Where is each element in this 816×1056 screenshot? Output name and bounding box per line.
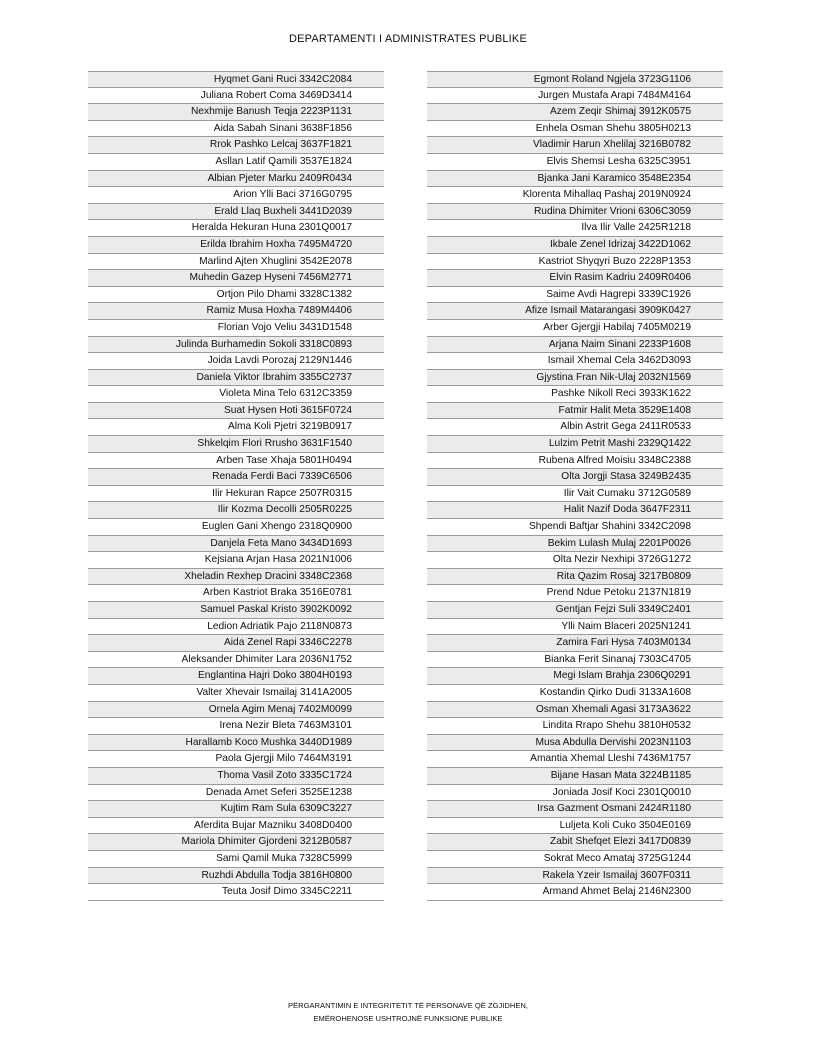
list-item: Ortjon Pilo Dhami 3328C1382: [88, 287, 384, 304]
list-item: Erilda Ibrahim Hoxha 7495M4720: [88, 237, 384, 254]
footer-line-2: EMËROHENOSE USHTROJNË FUNKSIONE PUBLIKE: [313, 1014, 503, 1023]
list-item: Florian Vojo Veliu 3431D1548: [88, 320, 384, 337]
list-item: Egmont Roland Ngjela 3723G1106: [427, 71, 723, 88]
list-item: Ruzhdi Abdulla Todja 3816H0800: [88, 868, 384, 885]
list-item: Luljeta Koli Cuko 3504E0169: [427, 818, 723, 835]
left-name-list: [88, 71, 384, 901]
list-item: Arben Tase Xhaja 5801H0494: [88, 453, 384, 470]
list-item: Bijane Hasan Mata 3224B1185: [427, 768, 723, 785]
page-title: DEPARTAMENTI I ADMINISTRATES PUBLIKE: [288, 33, 528, 45]
list-item: Marlind Ajten Xhuglini 3542E2078: [88, 254, 384, 271]
list-item: Ilir Hekuran Rapce 2507R0315: [88, 486, 384, 503]
list-item: Aleksander Dhimiter Lara 2036N1752: [88, 652, 384, 669]
list-item: Mariola Dhimiter Gjordeni 3212B0587: [88, 834, 384, 851]
list-item: Ylli Naim Blaceri 2025N1241: [427, 619, 723, 636]
list-item: Hyqmet Gani Ruci 3342C2084: [88, 71, 384, 88]
list-item: Lulzim Petrit Mashi 2329Q1422: [427, 436, 723, 453]
list-item: Irena Nezir Bleta 7463M3101: [88, 718, 384, 735]
list-item: Kastriot Shyqyri Buzo 2228P1353: [427, 254, 723, 271]
list-item: Suat Hysen Hoti 3615F0724: [88, 403, 384, 420]
list-item: Kostandin Qirko Dudi 3133A1608: [427, 685, 723, 702]
list-item: Rubena Alfred Moisiu 3348C2388: [427, 453, 723, 470]
list-item: Rakela Yzeir Ismailaj 3607F0311: [427, 868, 723, 885]
list-item: Zamira Fari Hysa 7403M0134: [427, 635, 723, 652]
list-item: Renada Ferdi Baci 7339C6506: [88, 469, 384, 486]
list-item: Violeta Mina Telo 6312C3359: [88, 386, 384, 403]
list-item: Rudina Dhimiter Vrioni 6306C3059: [427, 204, 723, 221]
list-item: Ornela Agim Menaj 7402M0099: [88, 702, 384, 719]
list-item: Ismail Xhemal Cela 3462D3093: [427, 353, 723, 370]
list-item: Arjana Naim Sinani 2233P1608: [427, 337, 723, 354]
list-item: Ramiz Musa Hoxha 7489M4406: [88, 303, 384, 320]
list-item: Valter Xhevair Ismailaj 3141A2005: [88, 685, 384, 702]
list-item: Ilir Kozma Decolli 2505R0225: [88, 502, 384, 519]
list-item: Arber Gjergji Habilaj 7405M0219: [427, 320, 723, 337]
list-item: Euglen Gani Xhengo 2318Q0900: [88, 519, 384, 536]
list-item: Azem Zeqir Shimaj 3912K0575: [427, 104, 723, 121]
list-item: Harallamb Koco Mushka 3440D1989: [88, 735, 384, 752]
list-item: Arion Ylli Baci 3716G0795: [88, 187, 384, 204]
list-item: Shkelqim Flori Rrusho 3631F1540: [88, 436, 384, 453]
list-item: Samuel Paskal Kristo 3902K0092: [88, 602, 384, 619]
list-item: Elvis Shemsi Lesha 6325C3951: [427, 154, 723, 171]
list-item: Joida Lavdi Porozaj 2129N1446: [88, 353, 384, 370]
list-item: Jurgen Mustafa Arapi 7484M4164: [427, 88, 723, 105]
list-item: Danjela Feta Mano 3434D1693: [88, 536, 384, 553]
list-item: Shpendi Baftjar Shahini 3342C2098: [427, 519, 723, 536]
list-item: Rita Qazim Rosaj 3217B0809: [427, 569, 723, 586]
right-name-list: [427, 71, 723, 901]
list-item: Bianka Ferit Sinanaj 7303C4705: [427, 652, 723, 669]
page-footer: [0, 999, 816, 1025]
list-item: Gjystina Fran Nik-Ulaj 2032N1569: [427, 370, 723, 387]
list-item: Nexhmije Banush Teqja 2223P1131: [88, 104, 384, 121]
list-item: Prend Ndue Petoku 2137N1819: [427, 585, 723, 602]
list-item: Bjanka Jani Karamico 3548E2354: [427, 171, 723, 188]
list-item: Ledion Adriatik Pajo 2118N0873: [88, 619, 384, 636]
list-item: Klorenta Mihallaq Pashaj 2019N0924: [427, 187, 723, 204]
list-item: Olta Nezir Nexhipi 3726G1272: [427, 552, 723, 569]
list-item: Kejsiana Arjan Hasa 2021N1006: [88, 552, 384, 569]
list-item: Englantina Hajri Doko 3804H0193: [88, 668, 384, 685]
list-item: Aida Sabah Sinani 3638F1856: [88, 121, 384, 138]
list-item: Amantia Xhemal Lleshi 7436M1757: [427, 751, 723, 768]
list-item: Julinda Burhamedin Sokoli 3318C0893: [88, 337, 384, 354]
list-item: Fatmir Halit Meta 3529E1408: [427, 403, 723, 420]
list-item: Muhedin Gazep Hyseni 7456M2771: [88, 270, 384, 287]
list-item: Ilva Ilir Valle 2425R1218: [427, 220, 723, 237]
list-item: Saime Avdi Hagrepi 3339C1926: [427, 287, 723, 304]
list-item: Halit Nazif Doda 3647F2311: [427, 502, 723, 519]
list-item: Arben Kastriot Braka 3516E0781: [88, 585, 384, 602]
list-item: Joniada Josif Koci 2301Q0010: [427, 785, 723, 802]
list-item: Aida Zenel Rapi 3346C2278: [88, 635, 384, 652]
list-item: Ilir Vait Cumaku 3712G0589: [427, 486, 723, 503]
list-item: Erald Llaq Buxheli 3441D2039: [88, 204, 384, 221]
list-item: Lindita Rrapo Shehu 3810H0532: [427, 718, 723, 735]
list-item: Gentjan Fejzi Suli 3349C2401: [427, 602, 723, 619]
list-item: Albin Astrit Gega 2411R0533: [427, 419, 723, 436]
list-item: Bekim Lulash Mulaj 2201P0026: [427, 536, 723, 553]
list-item: Daniela Viktor Ibrahim 3355C2737: [88, 370, 384, 387]
list-item: Ikbale Zenel Idrizaj 3422D1062: [427, 237, 723, 254]
list-item: Irsa Gazment Osmani 2424R1180: [427, 801, 723, 818]
list-item: Enhela Osman Shehu 3805H0213: [427, 121, 723, 138]
footer-line-1: PËRGARANTIMIN E INTEGRITETIT TË PERSONAVE QË ZGJIDHEN,: [287, 1001, 529, 1010]
list-item: Zabit Shefqet Elezi 3417D0839: [427, 834, 723, 851]
list-item: Aferdita Bujar Mazniku 3408D0400: [88, 818, 384, 835]
list-item: Sokrat Meco Amataj 3725G1244: [427, 851, 723, 868]
list-item: Vladimir Harun Xhelilaj 3216B0782: [427, 137, 723, 154]
list-item: Megi Islam Brahja 2306Q0291: [427, 668, 723, 685]
list-item: Osman Xhemali Agasi 3173A3622: [427, 702, 723, 719]
list-item: Sami Qamil Muka 7328C5999: [88, 851, 384, 868]
list-item: Denada Amet Seferi 3525E1238: [88, 785, 384, 802]
list-item: Paola Gjergji Milo 7464M3191: [88, 751, 384, 768]
list-item: Teuta Josif Dimo 3345C2211: [88, 884, 384, 901]
list-item: Olta Jorgji Stasa 3249B2435: [427, 469, 723, 486]
list-item: Alma Koli Pjetri 3219B0917: [88, 419, 384, 436]
list-item: Afize Ismail Matarangasi 3909K0427: [427, 303, 723, 320]
list-item: Elvin Rasim Kadriu 2409R0406: [427, 270, 723, 287]
list-item: Xheladin Rexhep Dracini 3348C2368: [88, 569, 384, 586]
list-item: Armand Ahmet Belaj 2146N2300: [427, 884, 723, 901]
list-item: Heralda Hekuran Huna 2301Q0017: [88, 220, 384, 237]
list-item: Musa Abdulla Dervishi 2023N1103: [427, 735, 723, 752]
list-item: Kujtim Ram Sula 6309C3227: [88, 801, 384, 818]
list-item: Albian Pjeter Marku 2409R0434: [88, 171, 384, 188]
list-item: Rrok Pashko Lelcaj 3637F1821: [88, 137, 384, 154]
list-item: Juliana Robert Coma 3469D3414: [88, 88, 384, 105]
list-item: Pashke Nikoll Reci 3933K1622: [427, 386, 723, 403]
list-item: Thoma Vasil Zoto 3335C1724: [88, 768, 384, 785]
list-item: Asllan Latif Qamili 3537E1824: [88, 154, 384, 171]
